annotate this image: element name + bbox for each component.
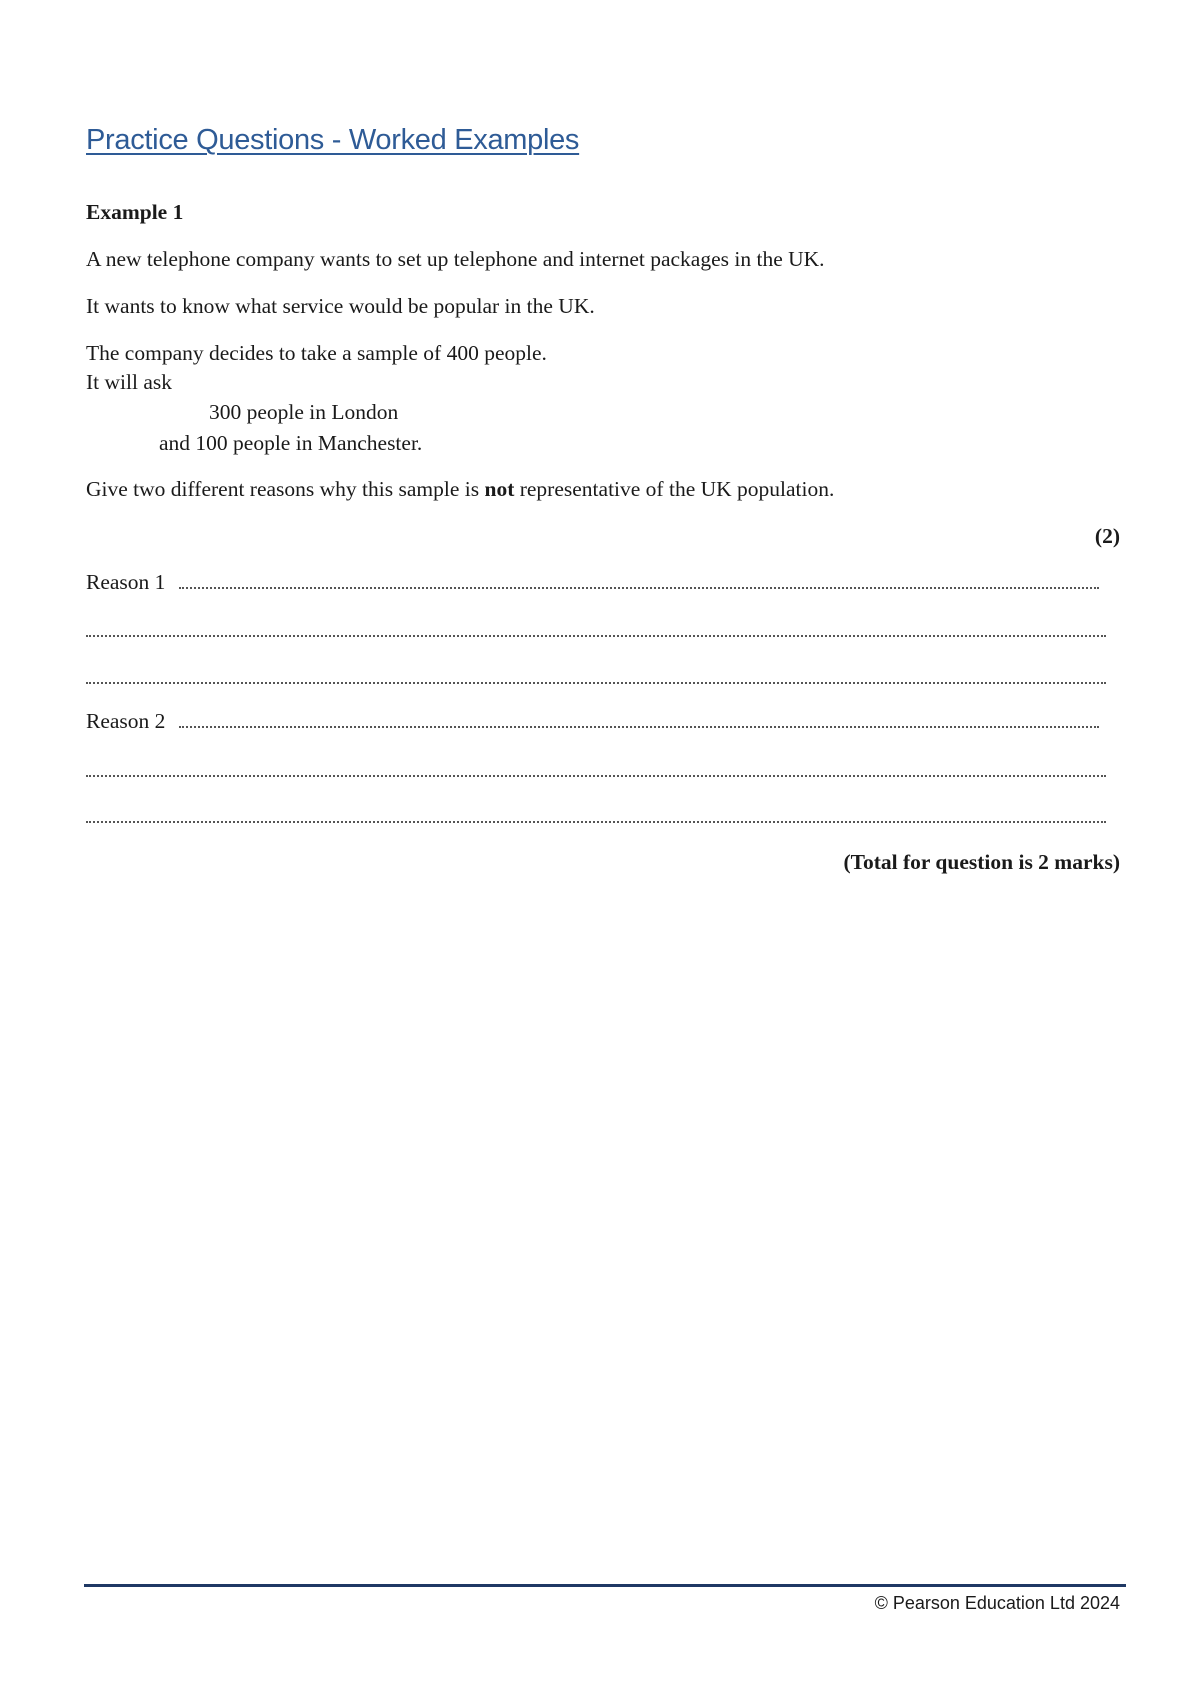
answer-dotted-line <box>86 819 1106 823</box>
footer-divider <box>84 1584 1126 1587</box>
question-prompt-end: representative of the UK population. <box>514 477 835 501</box>
answer-dotted-line <box>179 724 1099 728</box>
reason-2-line-1 <box>86 711 1106 733</box>
answer-dotted-line <box>86 773 1106 777</box>
total-marks: (Total for question is 2 marks) <box>843 850 1120 874</box>
sample-manchester: and 100 people in Manchester. <box>159 431 423 455</box>
reason-1-line-3 <box>86 667 1106 689</box>
question-text-4: It will ask <box>86 370 172 394</box>
question-prompt-start: Give two different reasons why this sample is <box>86 477 485 501</box>
marks-label: (2) <box>1094 524 1120 548</box>
question-text-1: A new telephone company wants to set up telephone and internet packages in the UK. <box>86 247 825 271</box>
answer-dotted-line <box>179 585 1099 589</box>
copyright-footer: © Pearson Education Ltd 2024 <box>874 1593 1120 1613</box>
page-title: Practice Questions - Worked Examples <box>86 124 580 156</box>
sample-london: 300 people in London <box>209 400 399 424</box>
reason-2-line-3 <box>86 806 1106 828</box>
question-text-2: It wants to know what service would be popular in the UK. <box>86 294 595 318</box>
question-prompt <box>86 479 834 501</box>
reason-1-label: Reason 1 <box>86 572 166 594</box>
reason-2-line-2 <box>86 760 1106 782</box>
reason-1-line-2 <box>86 620 1106 642</box>
question-prompt-emphasis: not <box>484 477 515 501</box>
example-heading: Example 1 <box>86 200 184 224</box>
reason-2-label: Reason 2 <box>86 711 166 733</box>
answer-dotted-line <box>86 680 1106 684</box>
reason-1-line-1 <box>86 572 1106 594</box>
answer-dotted-line <box>86 633 1106 637</box>
question-text-3: The company decides to take a sample of 400 people. <box>86 341 547 365</box>
